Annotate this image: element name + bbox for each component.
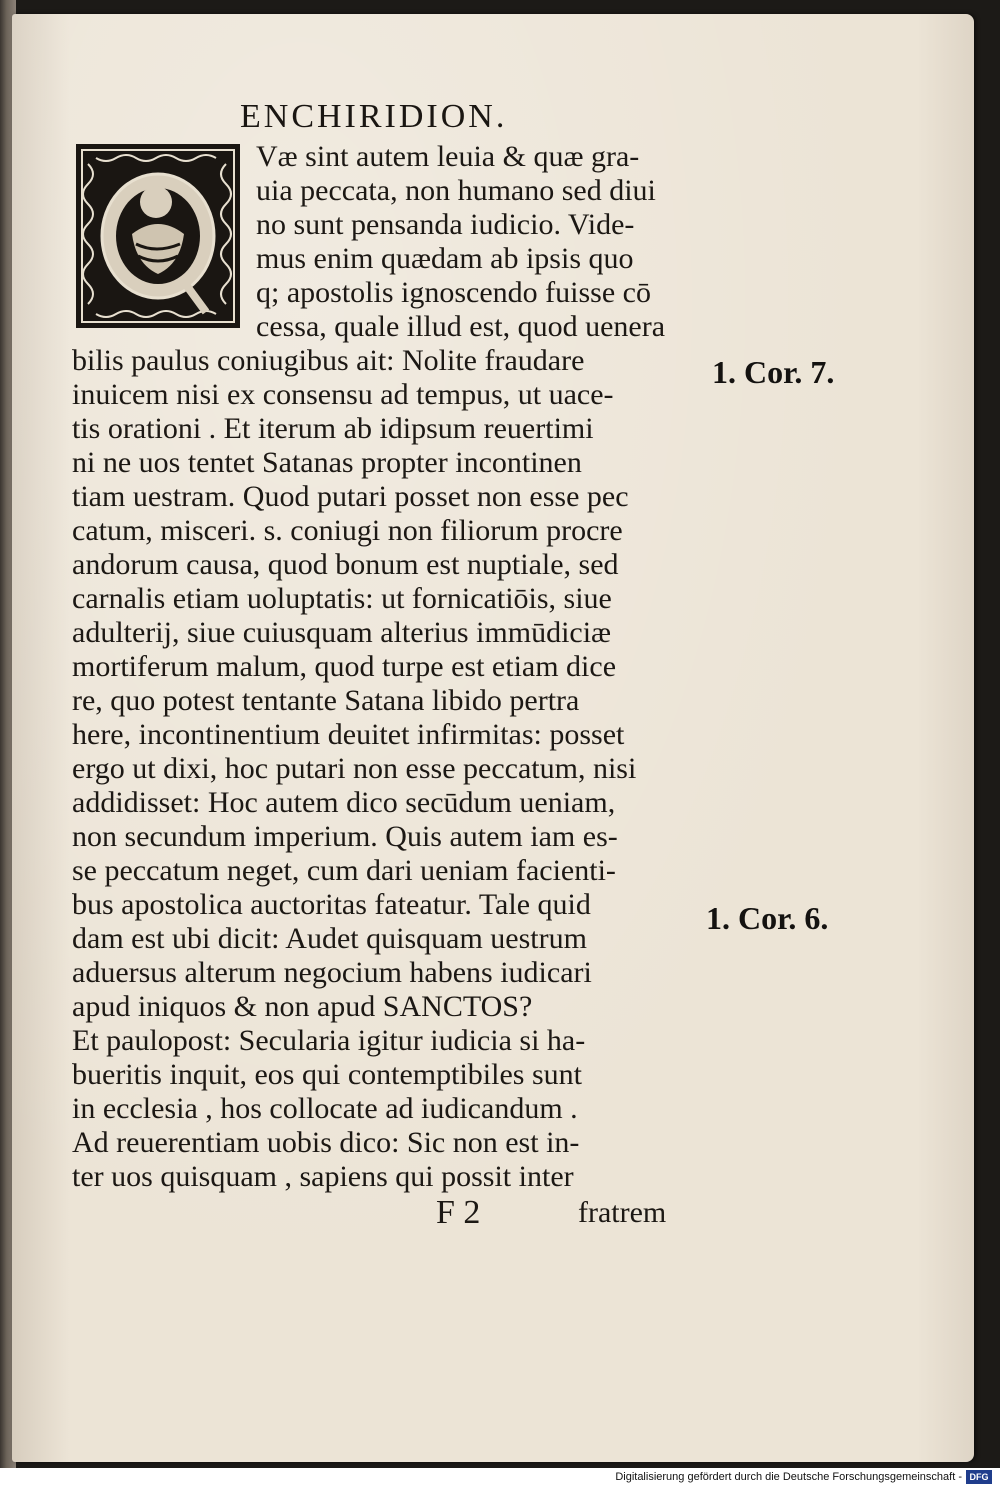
text-line: no sunt pensanda iudicio. Vide- bbox=[256, 208, 635, 241]
text-line: mus enim quædam ab ipsis quo bbox=[256, 242, 634, 275]
text-line: cessa, quale illud est, quod uenera bbox=[256, 310, 666, 343]
text-line: ergo ut dixi, hoc putari non esse peccatum, nisi bbox=[72, 752, 637, 785]
text-line: dam est ubi dicit: Audet quisquam uestrum bbox=[72, 922, 587, 955]
marginal-reference-1-cor-7: 1. Cor. 7. bbox=[712, 354, 835, 390]
text-line: aduersus alterum negocium habens iudicari bbox=[72, 956, 592, 989]
text-line: re, quo potest tentante Satana libido pertra bbox=[72, 684, 580, 717]
text-line: bilis paulus coniugibus ait: Nolite fraudare bbox=[72, 344, 585, 377]
text-line: Væ sint autem leuia & quæ gra- bbox=[256, 140, 640, 173]
text-line: carnalis etiam uoluptatis: ut fornicatiōis, siue bbox=[72, 582, 612, 615]
text-line: inuicem nisi ex consensu ad tempus, ut uace- bbox=[72, 378, 614, 411]
text-line: andorum causa, quod bonum est nuptiale, sed bbox=[72, 548, 619, 581]
decorated-initial-q bbox=[76, 144, 240, 328]
running-header: ENCHIRIDION. bbox=[240, 98, 508, 135]
text-line: se peccatum neget, cum dari ueniam facienti- bbox=[72, 854, 616, 887]
text-line: q; apostolis ignoscendo fuisse cō bbox=[256, 276, 651, 309]
catchword: fratrem bbox=[578, 1196, 667, 1229]
text-line: in ecclesia , hos collocate ad iudicandum . bbox=[72, 1092, 578, 1125]
signature-mark: F 2 bbox=[436, 1194, 481, 1231]
text-line: tis orationi . Et iterum ab idipsum reuertimi bbox=[72, 412, 594, 445]
text-line: Ad reuerentiam uobis dico: Sic non est in- bbox=[72, 1126, 580, 1159]
woodcut-initial-icon bbox=[76, 144, 240, 328]
text-line: ni ne uos tentet Satanas propter incontinen bbox=[72, 446, 582, 479]
digitization-credit: Digitalisierung gefördert durch die Deutsche Forschungsgemeinschaft - bbox=[615, 1471, 962, 1483]
text-line: here, incontinentium deuitet infirmitas: posset bbox=[72, 718, 625, 751]
text-line: addidisset: Hoc autem dico secūdum ueniam, bbox=[72, 786, 616, 819]
dfg-logo: DFG bbox=[966, 1470, 992, 1484]
text-line: apud iniquos & non apud SANCTOS? bbox=[72, 990, 533, 1023]
text-line: adulterij, siue cuiusquam alterius immūdiciæ bbox=[72, 616, 612, 649]
text-line: non secundum imperium. Quis autem iam es- bbox=[72, 820, 618, 853]
marginal-reference-1-cor-6: 1. Cor. 6. bbox=[706, 900, 829, 936]
text-line: bus apostolica auctoritas fateatur. Tale quid bbox=[72, 888, 591, 921]
text-line: ter uos quisquam , sapiens qui possit inter bbox=[72, 1160, 574, 1193]
text-line: catum, misceri. s. coniugi non filiorum procre bbox=[72, 514, 623, 547]
text-line: uia peccata, non humano sed diui bbox=[256, 174, 656, 207]
text-line: bueritis inquit, eos qui contemptibiles sunt bbox=[72, 1058, 582, 1091]
text-line: Et paulopost: Secularia igitur iudicia si ha- bbox=[72, 1024, 586, 1057]
text-line: tiam uestram. Quod putari posset non esse pec bbox=[72, 480, 629, 513]
text-line: mortiferum malum, quod turpe est etiam dice bbox=[72, 650, 617, 683]
